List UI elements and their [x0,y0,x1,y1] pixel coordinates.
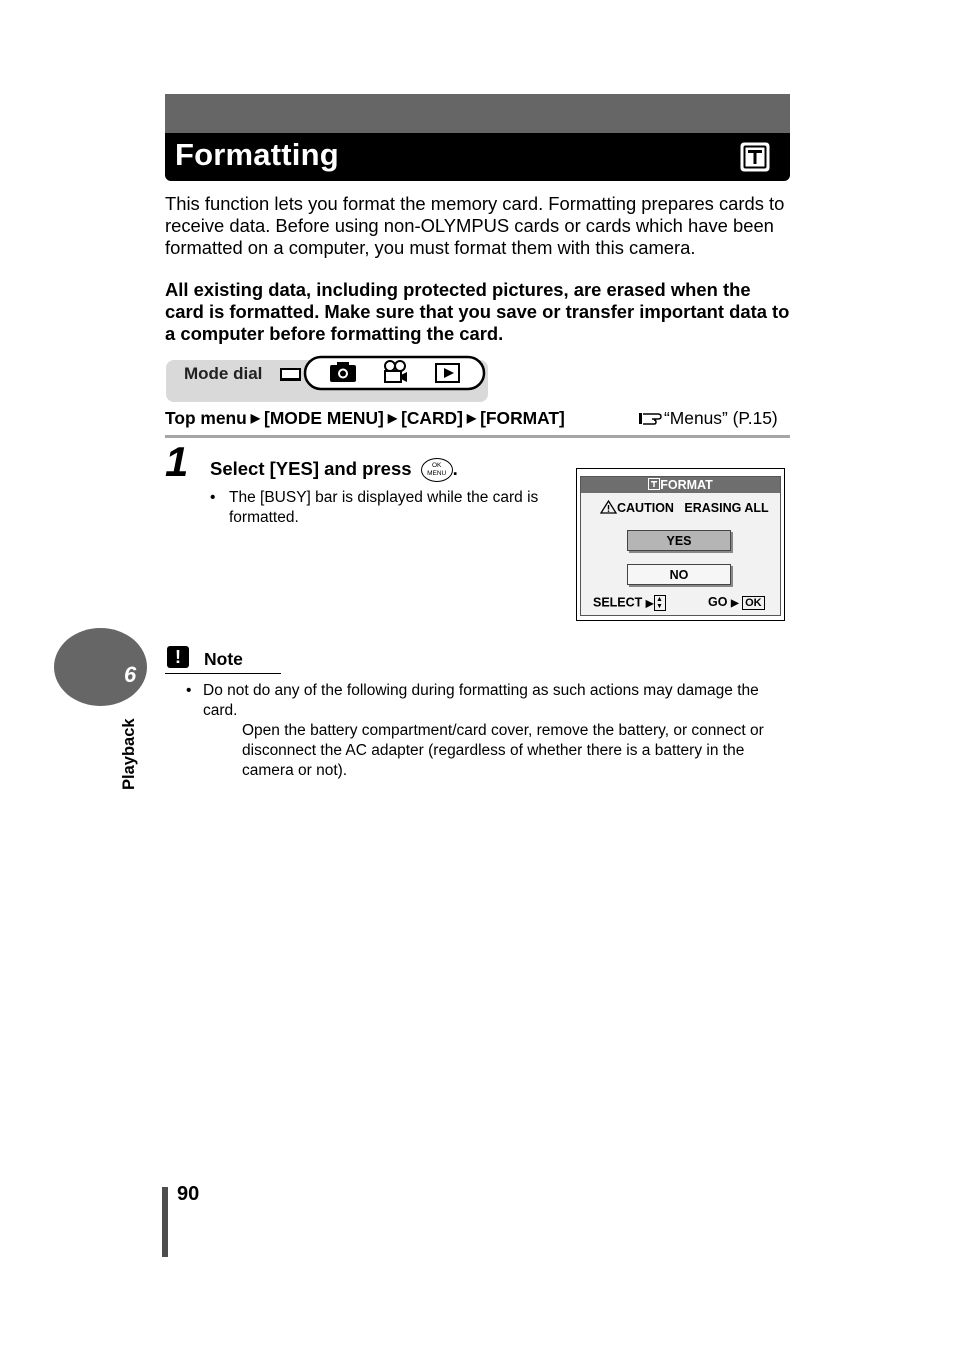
chapter-number: 6 [124,662,137,687]
mode-dial-selector [303,355,486,391]
reference-hand-icon [638,410,664,426]
monitor-icon [280,367,302,383]
lcd-screen-title [581,477,780,493]
path-arrow: ▶ [250,411,261,425]
step-instruction [210,458,458,482]
lcd-title-text: FORMAT [660,478,713,492]
intro-paragraph: This function lets you format the memory card. Formatting prepares cards to receive data. Before using non-OLYMPUS cards or cards which have been formatted on a computer, you must format them with this camera. [165,193,785,258]
warning-triangle-icon [600,500,617,514]
menu-path-item: Top menu [165,408,247,428]
up-down-icon: ▲ ▼ [654,595,666,611]
page-reference [638,408,778,429]
path-arrow: ▶ [466,411,477,425]
card-setup-icon [740,142,770,172]
note-title: Note [204,649,243,669]
step-period: . [452,458,458,479]
lcd-go-hint [708,595,765,610]
page-number-bar [162,1187,168,1257]
lcd-caution-line [600,500,769,515]
bullet-dot: • [210,489,216,506]
page-title: Formatting [175,137,339,172]
note-exclamation-icon: ! [167,646,189,668]
ok-menu-button-icon: OK MENU [421,458,453,482]
mode-dial-label: Mode dial [184,364,263,383]
step-instruction-text: Select [YES] and press [210,458,412,479]
lcd-caution-text: CAUTION [617,501,674,515]
card-setup-icon [648,478,660,490]
lcd-go-text: GO [708,595,728,609]
title-band-top [165,94,790,134]
ok-button-icon: OK [742,596,765,610]
lcd-select-text: SELECT [593,595,643,610]
arrow-right-icon: ▶ [645,598,654,610]
menu-path-item: [FORMAT] [480,408,565,428]
step-number: 1 [165,438,189,485]
menu-path [165,408,565,429]
no-button[interactable]: NO [627,564,731,585]
camera-icon [330,362,356,382]
page-reference-text: “Menus” (P.15) [664,408,778,428]
menu-path-item: [CARD] [401,408,463,428]
note-detail: Open the battery compartment/card cover, remove the battery, or connect or disconnect the AC adapter (regardless of whether there is a battery in the camera or not). [242,722,764,779]
lcd-erasing-text: ERASING ALL [684,501,769,515]
chapter-label: Playback [120,718,138,790]
path-arrow: ▶ [387,411,398,425]
lcd-select-hint [593,595,666,611]
bullet-dot: • [186,682,192,699]
arrow-right-icon: ▶ [730,598,739,609]
note-underline [165,673,281,674]
step-bullet-text: The [BUSY] bar is displayed while the card is formatted. [229,489,539,526]
warning-paragraph: All existing data, including protected pictures, are erased when the card is formatted. Make sure that you save or transfer important data to a computer before formatting the card. [165,279,790,344]
section-divider [165,435,790,438]
page-number: 90 [177,1183,200,1205]
yes-button[interactable]: YES [627,530,731,551]
note-bullet-text: Do not do any of the following during formatting as such actions may damage the card. [203,682,759,719]
menu-path-item: [MODE MENU] [264,408,384,428]
step-bullet [210,488,550,527]
note-bullet [186,681,790,720]
playback-icon [436,364,459,382]
